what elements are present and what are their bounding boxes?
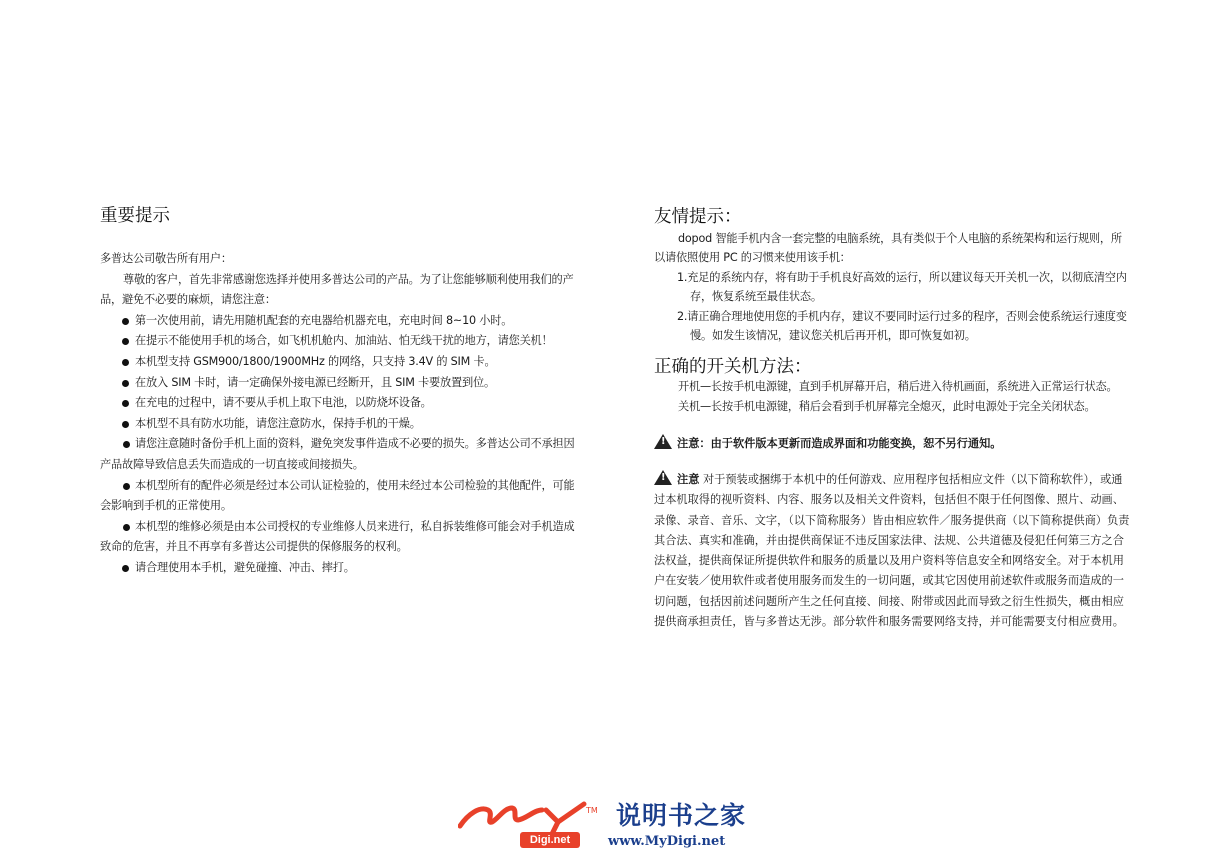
bullet-dot (122, 565, 129, 572)
power-title: 正确的开关机方法： (654, 357, 812, 377)
tips-body (654, 229, 1130, 345)
warning-icon (654, 434, 672, 449)
bullet-dot (123, 483, 130, 490)
notice-text: 对于预装或捆绑于本机中的任何游戏、应用程序包括相应文件（以下简称软件），或通过本机取得的视听资料、内容、服务以及相关文件资料，包括但不限于任何图像、照片、动画、录像、录音、音乐、文字，（以下简称服务）皆由相应软件／服务提供商（以下简称提供商）负责其合法、真实和准确，并由提供商保证不违反国家法律、法规、公共道德及侵犯任何第三方之合法权益，提供商保证所提供软件和服务的质量以及用户资料等信息安全和网络安全。对于本机用户在安装／使用软件或者使用服务而发生的一切问题，或其它因使用前述软件或服务而造成的一切问题，包括因前述问题所产生之任何直接、间接、附带或因此而导致之衍生性损失，概由相应提供商承担责任，皆与多普达无涉。部分软件和服务需要网络支持，并可能需要支付相应费用。 (654, 473, 1130, 629)
power-off-text: 关机—长按手机电源键，稍后会看到手机屏幕完全熄灭，此时电源处于完全关闭状态。 (678, 399, 1096, 413)
bullet-item: 请您注意随时备份手机上面的资料，避免突发事件造成不必要的损失。多普达公司不承担因产品故障导致信息丢失而造成的一切直接或间接损失。 (100, 437, 575, 471)
notice-software-disclaimer (654, 470, 1130, 632)
bullet-item: 本机型支持 GSM900/1800/1900MHz 的网络，只支持 3.4V 的 SIM 卡。 (100, 352, 578, 373)
bullet-item: 在充电的过程中，请不要从手机上取下电池，以防烧坏设备。 (100, 393, 578, 414)
tips-title: 友情提示： (654, 207, 742, 227)
intro-paragraph: 尊敬的客户，首先非常感谢您选择并使用多普达公司的产品。为了让您能够顺利使用我们的产品，避免不必要的麻烦，请您注意： (100, 272, 574, 307)
power-body (654, 377, 1130, 416)
tips-item: 1.充足的系统内存，将有助于手机良好高效的运行，所以建议每天开关机一次，以彻底清空内存，恢复系统至最佳状态。 (677, 270, 1127, 304)
notice-version-change: !注意：由于软件版本更新而造成界面和功能变换，恕不另行通知。 (654, 434, 1130, 454)
left-page-title: 重要提示 (100, 206, 170, 226)
power-on-text: 开机—长按手机电源键，直到手机屏幕开启，稍后进入待机画面，系统进入正常运行状态。 (678, 380, 1118, 393)
bullet-dot (122, 380, 129, 387)
bullet-dot (122, 359, 129, 366)
bullet-item: 第一次使用前，请先用随机配套的充电器给机器充电，充电时间 8~10 小时。 (100, 311, 578, 332)
bullet-dot (123, 524, 130, 531)
tips-item: 2.请正确合理地使用您的手机内存，建议不要同时运行过多的程序，否则会使系统运行速度变慢。如发生该情况，建议您关机后再开机，即可恢复如初。 (677, 309, 1127, 343)
bullet-dot (122, 421, 129, 428)
bullet-item: 本机型不具有防水功能，请您注意防水，保持手机的干燥。 (100, 414, 578, 435)
notice-label: 注意 (677, 473, 700, 486)
bullet-item: 请合理使用本手机，避免碰撞、冲击、摔打。 (100, 558, 578, 579)
greeting: 多普达公司敬告所有用户： (100, 252, 232, 265)
warning-icon (654, 470, 672, 485)
logo-url: www.MyDigi.net (608, 834, 726, 849)
bullet-item: 在放入 SIM 卡时，请一定确保外接电源已经断开，且 SIM 卡要放置到位。 (100, 373, 578, 394)
mydigi-logo (458, 800, 770, 856)
bullet-item: 在提示不能使用手机的场合，如飞机机舱内、加油站、怕无线干扰的地方，请您关机！ (100, 331, 578, 352)
bullet-item: 本机型所有的配件必须是经过本公司认证检验的，使用未经过本公司检验的其他配件，可能会影响到手机的正常使用。 (100, 478, 575, 513)
logo-chinese-name: 说明书之家 (616, 801, 747, 830)
tips-intro: dopod 智能手机内含一套完整的电脑系统，具有类似于个人电脑的系统架构和运行规则，所以请依照使用 PC 的习惯来使用该手机： (654, 232, 1122, 265)
logo-digi-badge: Digi.net (520, 832, 580, 848)
left-page-body (100, 249, 578, 579)
bullet-item: 本机型的维修必须是由本公司授权的专业维修人员来进行，私自拆装维修可能会对手机造成致命的危害，并且不再享有多普达公司提供的保修服务的权利。 (100, 519, 575, 554)
logo-trademark: TM (586, 806, 598, 815)
bullet-dot (122, 318, 129, 325)
